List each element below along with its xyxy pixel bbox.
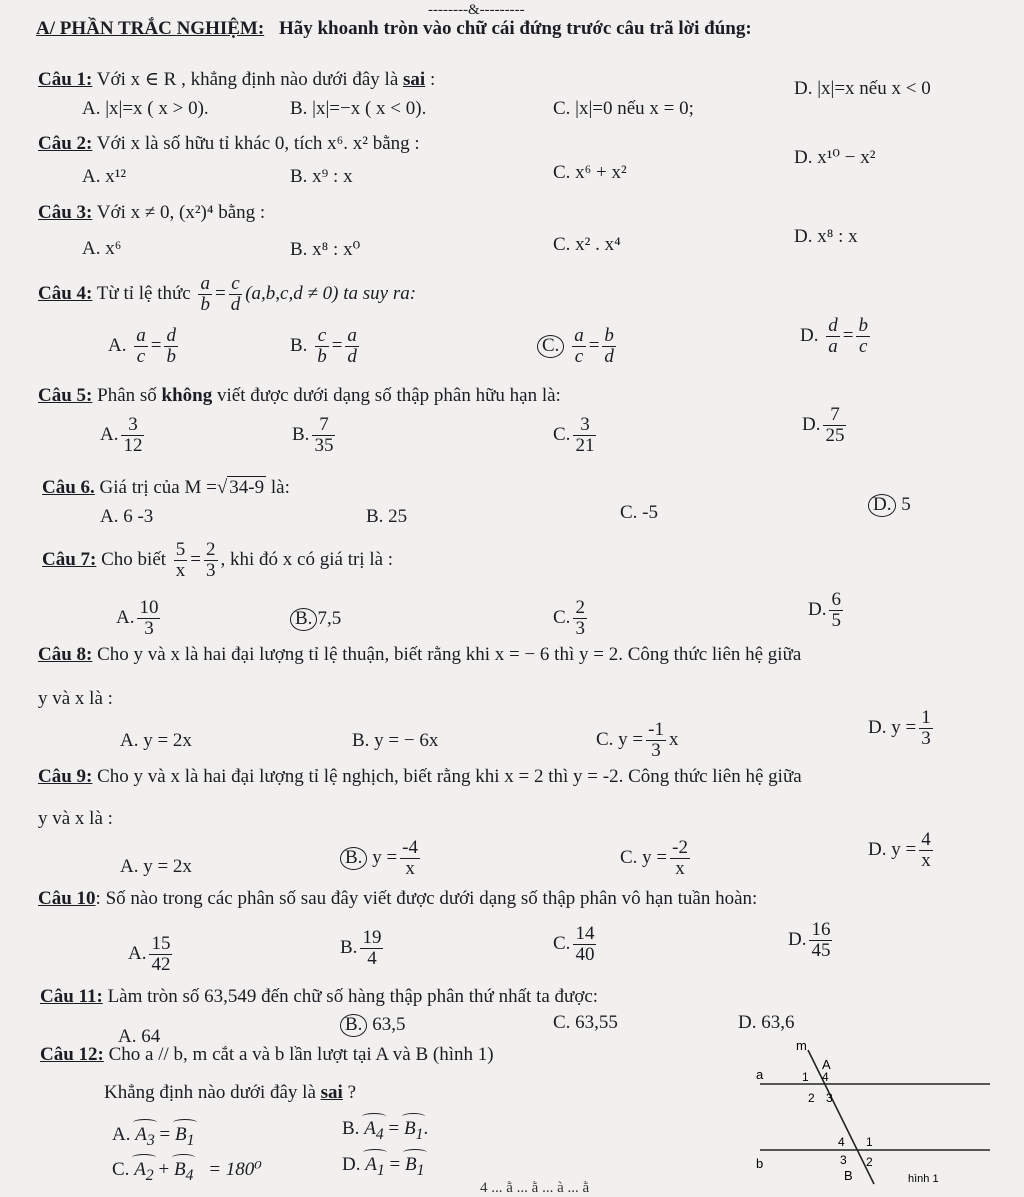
- q6-option-a[interactable]: A. 6 -3: [100, 506, 154, 527]
- q7-c-num: 2: [575, 597, 585, 618]
- q12-text-2: Khẳng định nào dưới đây là: [104, 1082, 316, 1103]
- q1-option-d[interactable]: D. |x|=x nếu x < 0: [794, 78, 931, 99]
- q6-option-d[interactable]: [868, 494, 911, 517]
- q11-stem: [40, 986, 598, 1008]
- angle-a3: 3: [826, 1091, 833, 1105]
- q5-a-num: 3: [121, 415, 144, 436]
- q7-option-a-label: A.: [116, 606, 135, 628]
- q7-text: Cho biết: [101, 548, 167, 570]
- label-m: m: [796, 1038, 807, 1053]
- q8-option-d-label: D. y =: [868, 716, 917, 738]
- q10-b-den: 4: [367, 947, 377, 969]
- q5-d-den: 25: [825, 424, 845, 446]
- q3-option-a[interactable]: A. x⁶: [82, 238, 122, 259]
- q9-option-d[interactable]: D. y = $\frac{4}{x}$: [868, 829, 931, 871]
- q7-c-den: 3: [575, 617, 585, 639]
- angle-a2: 2: [808, 1091, 815, 1105]
- q11-option-b[interactable]: [340, 1014, 405, 1037]
- q7-a-num: 10: [139, 597, 159, 618]
- separator: --------&---------: [428, 2, 525, 18]
- q10-a-den: 42: [151, 953, 171, 975]
- q12-option-c[interactable]: C. $A_2 + B_4 = 180^0$: [112, 1159, 262, 1184]
- q7-option-d[interactable]: [808, 590, 846, 631]
- q1-text: Với x ∈ R , khẳng định nào dưới đây là: [96, 69, 399, 90]
- q8-number: Câu 8:: [38, 644, 93, 665]
- q1-option-b[interactable]: B. |x|=−x ( x < 0).: [290, 98, 427, 119]
- footer-cutoff-text: 4 ... ằ ... ằ ... à ... ằ: [480, 1180, 590, 1196]
- q12-option-d-label: D.: [342, 1154, 361, 1175]
- q7-a-den: 3: [144, 617, 154, 639]
- q9-option-d-label: D. y =: [868, 838, 917, 860]
- q7-option-a[interactable]: [116, 598, 163, 639]
- q4-ratio-right: $\frac{c}{d}$: [230, 273, 241, 315]
- label-b: b: [756, 1156, 764, 1171]
- q7-option-c-label: C.: [553, 606, 571, 628]
- q10-c-den: 40: [575, 943, 595, 965]
- q5-c-den: 21: [575, 434, 595, 456]
- q2-option-c[interactable]: C. x⁶ + x²: [553, 162, 627, 183]
- q12-option-c-label: C.: [112, 1159, 130, 1180]
- q9-option-b[interactable]: B. y = $\frac{-4}{x}$: [340, 838, 423, 879]
- label-point-a: A: [822, 1057, 831, 1072]
- q4-option-d-label: D.: [800, 324, 819, 346]
- q10-text: : Số nào trong các phân số sau đây viết được dưới dạng số thập phân vô hạn tuần hoàn:: [95, 888, 758, 909]
- q12-option-b-label: B.: [342, 1118, 360, 1139]
- q12-option-a[interactable]: A. $A_3 = B_1$: [112, 1124, 195, 1149]
- q8-option-c-label: C. y =: [596, 728, 644, 750]
- q5-option-a[interactable]: [100, 415, 147, 456]
- q7-number: Câu 7:: [42, 548, 97, 570]
- q12-end: ?: [347, 1082, 357, 1103]
- q10-b-num: 19: [362, 927, 382, 948]
- q9-stem: [38, 766, 802, 788]
- q7-option-b-label: B.: [290, 608, 317, 631]
- q2-stem: [38, 133, 420, 155]
- q8-option-a[interactable]: A. y = 2x: [120, 730, 192, 751]
- q4-option-a-label: A.: [108, 334, 127, 356]
- q4-option-b[interactable]: B. $\frac{c}{b}$ = $\frac{a}{d}$: [290, 325, 357, 367]
- q2-option-a[interactable]: A. x¹²: [82, 166, 127, 187]
- figure-caption: hình 1: [908, 1173, 939, 1185]
- angle-a1: 1: [802, 1070, 809, 1084]
- section-title: A/ PHẦN TRẮC NGHIỆM:: [36, 18, 265, 39]
- q5-stem: [38, 385, 561, 407]
- q1-option-a[interactable]: A. |x|=x ( x > 0).: [82, 98, 209, 119]
- q2-option-d[interactable]: D. x¹⁰ − x²: [794, 147, 876, 168]
- q4-option-c[interactable]: C. $\frac{a}{c}$ = $\frac{b}{d}$: [537, 326, 619, 367]
- q10-d-den: 45: [811, 939, 831, 961]
- q12-stem-2: [104, 1082, 356, 1104]
- q12-option-c-value: = 180⁰: [208, 1159, 262, 1180]
- q8-option-c[interactable]: C. y = $\frac{-1}{3}$ x: [596, 719, 679, 761]
- q6-end: là:: [270, 477, 290, 498]
- q4-stem: Câu 4: Từ tỉ lệ thức $\frac{a}{b}$ = $\frac{c}{d}$ (a,b,c,d ≠ 0) ta suy ra:: [38, 273, 417, 315]
- q12-text: Cho a // b, m cắt a và b lần lượt tại A và B (hình 1): [108, 1044, 494, 1065]
- q10-option-b-label: B.: [340, 936, 358, 958]
- q12-option-d[interactable]: D. $A_1 = B_1$: [342, 1154, 425, 1179]
- q4-text: Từ tỉ lệ thức: [96, 282, 191, 304]
- q3-stem: [38, 202, 265, 224]
- q5-b-den: 35: [314, 434, 334, 456]
- q5-d-num: 7: [823, 405, 846, 426]
- q1-end: :: [429, 69, 436, 90]
- q11-option-b-value: 63,5: [372, 1014, 406, 1035]
- q9-option-b-label: B.: [340, 847, 367, 870]
- parallel-lines-figure: [750, 1036, 1000, 1186]
- q9-stem-2: y và x là :: [38, 808, 113, 829]
- q10-d-num: 16: [811, 919, 831, 940]
- q10-option-c-label: C.: [553, 932, 571, 954]
- q1-stem: [38, 68, 435, 91]
- q12-number: Câu 12:: [40, 1044, 104, 1065]
- q6-option-c[interactable]: C. -5: [620, 502, 658, 523]
- q7-d-num: 6: [831, 589, 841, 610]
- q4-option-d[interactable]: D. $\frac{d}{a}$ = $\frac{b}{c}$: [800, 315, 868, 357]
- q8-text: Cho y và x là hai đại lượng tỉ lệ thuận, biết rằng khi x = − 6 thì y = 2. Công thức liên hệ giữa: [97, 644, 802, 665]
- q2-text: Với x là số hữu tỉ khác 0, tích x⁶. x² bằng :: [96, 133, 420, 154]
- q10-option-a[interactable]: [128, 934, 175, 975]
- q1-keyword: sai: [403, 69, 426, 90]
- q11-option-a[interactable]: A. 64: [118, 1026, 161, 1047]
- q12-option-a-label: A.: [112, 1124, 131, 1145]
- instruction: Hãy khoanh tròn vào chữ cái đứng trước câu trã lời đúng:: [278, 18, 752, 39]
- q8-option-d[interactable]: D. y = $\frac{1}{3}$: [868, 707, 931, 749]
- q10-number: Câu 10: [38, 888, 96, 909]
- angle-b4: 4: [838, 1135, 845, 1149]
- q7-option-c[interactable]: [553, 598, 590, 639]
- q10-stem: [38, 888, 757, 910]
- q5-a-den: 12: [123, 434, 143, 456]
- q5-keyword: không: [161, 385, 213, 406]
- angle-b3: 3: [840, 1153, 847, 1167]
- q11-option-b-label: B.: [340, 1014, 367, 1037]
- q9-option-c[interactable]: C. y = $\frac{-2}{x}$: [620, 837, 688, 879]
- q4-condition: (a,b,c,d ≠ 0) ta suy ra:: [245, 282, 417, 304]
- q5-c-num: 3: [573, 415, 596, 436]
- q3-text: Với x ≠ 0, (x²)⁴ bằng :: [96, 202, 266, 223]
- q6-number: Câu 6.: [42, 477, 95, 498]
- q4-option-c-label: C.: [537, 335, 564, 358]
- q2-option-b[interactable]: B. x⁹ : x: [290, 166, 353, 187]
- q10-c-num: 14: [575, 923, 595, 944]
- q5-text: Phân số: [97, 385, 157, 406]
- q5-end: viết được dưới dạng số thập phân hữu hạn là:: [216, 385, 561, 406]
- q8-stem-2: y và x là :: [38, 688, 113, 709]
- q10-a-num: 15: [151, 933, 171, 954]
- q11-option-c[interactable]: C. 63,55: [553, 1012, 618, 1033]
- q6-radicand: 34-9: [229, 477, 265, 498]
- q9-number: Câu 9:: [38, 766, 93, 787]
- q2-number: Câu 2:: [38, 133, 93, 154]
- q9-option-c-label: C. y =: [620, 846, 668, 868]
- q5-b-num: 7: [312, 415, 335, 436]
- q11-number: Câu 11:: [40, 986, 103, 1007]
- q9-option-b-value: y =: [372, 846, 398, 868]
- q10-option-a-label: A.: [128, 942, 147, 964]
- q11-text: Làm tròn số 63,549 đến chữ số hàng thập phân thứ nhất ta được:: [107, 986, 599, 1007]
- q5-option-d[interactable]: [802, 405, 849, 446]
- q7-option-b-value: 7,5: [317, 608, 342, 629]
- q4-option-b-label: B.: [290, 334, 308, 356]
- q10-option-b[interactable]: [340, 928, 386, 969]
- label-point-b: B: [844, 1168, 853, 1183]
- q4-number: Câu 4:: [38, 282, 93, 304]
- q9-text: Cho y và x là hai đại lượng tỉ lệ nghịch, biết rằng khi x = 2 thì y = -2. Công thức liên hệ giữa: [97, 766, 802, 787]
- q12-stem: [40, 1044, 494, 1066]
- q7-option-b[interactable]: [290, 608, 341, 631]
- q5-option-d-label: D.: [802, 413, 821, 435]
- q5-option-a-label: A.: [100, 423, 119, 445]
- q7-option-d-label: D.: [808, 598, 827, 620]
- q6-text: Giá trị của M =: [99, 477, 217, 498]
- q6-option-d-value: 5: [901, 494, 911, 515]
- q4-ratio-left: $\frac{a}{b}$: [200, 273, 210, 315]
- angle-b1: 1: [866, 1135, 873, 1149]
- q5-option-c[interactable]: [553, 415, 599, 456]
- q6-stem: Câu 6. Giá trị của M =√ 34-9 là:: [42, 477, 290, 498]
- q5-number: Câu 5:: [38, 385, 93, 406]
- q6-option-d-label: D.: [868, 494, 896, 517]
- q5-option-c-label: C.: [553, 423, 571, 445]
- q3-option-c[interactable]: C. x² . x⁴: [553, 234, 621, 255]
- q7-end: , khi đó x có giá trị là :: [220, 548, 394, 570]
- q9-option-a[interactable]: A. y = 2x: [120, 856, 192, 877]
- q10-option-d-label: D.: [788, 928, 807, 950]
- q3-option-d[interactable]: D. x⁸ : x: [794, 226, 858, 247]
- q5-option-b-label: B.: [292, 423, 310, 445]
- q3-option-b[interactable]: B. x⁸ : x⁰: [290, 239, 361, 260]
- q1-option-c[interactable]: C. |x|=0 nếu x = 0;: [553, 98, 694, 119]
- q10-option-d[interactable]: [788, 920, 835, 961]
- q7-stem: Câu 7: Cho biết $\frac{5}{x}$ = $\frac{2}{3}$ , khi đó x có giá trị là :: [42, 539, 394, 581]
- q6-option-b[interactable]: B. 25: [366, 506, 408, 527]
- angle-b2: 2: [866, 1155, 873, 1169]
- q10-option-c[interactable]: [553, 924, 599, 965]
- q8-option-b[interactable]: B. y = − 6x: [352, 730, 439, 751]
- q1-number: Câu 1:: [38, 69, 93, 90]
- q4-option-a[interactable]: A. $\frac{a}{c}$ = $\frac{d}{b}$: [108, 325, 176, 367]
- q12-keyword: sai: [320, 1082, 343, 1103]
- q7-d-den: 5: [831, 609, 841, 631]
- angle-a4: 4: [822, 1070, 829, 1084]
- q8-stem: [38, 644, 801, 666]
- q12-option-b[interactable]: B. $A_4 = B_1$.: [342, 1118, 429, 1143]
- label-a: a: [756, 1067, 764, 1082]
- q11-option-d[interactable]: D. 63,6: [738, 1012, 795, 1033]
- q5-option-b[interactable]: [292, 415, 338, 456]
- q3-number: Câu 3:: [38, 202, 93, 223]
- section-header: [36, 18, 752, 40]
